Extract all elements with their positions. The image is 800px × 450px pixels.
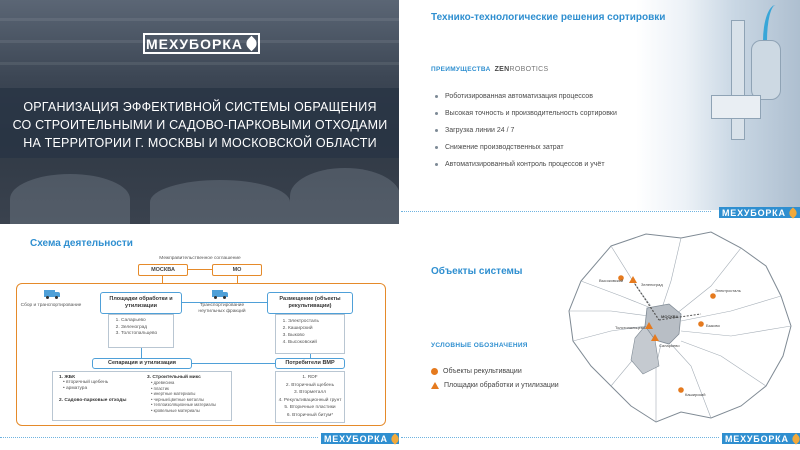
list-item: • черные/цветные металлы [151,396,204,402]
reclamation-marker-kashirsky [678,387,684,393]
leaf-icon [244,36,260,52]
list-item-text: RDF [307,375,318,380]
map-label: Саларьево [659,343,680,348]
title-line: ОРГАНИЗАЦИЯ ЭФФЕКТИВНОЙ СИСТЕМЫ ОБРАЩЕНИЯ [23,100,377,114]
list-item: • древесина [151,380,175,385]
robot-arm-part [711,95,761,119]
slide-heading: Объекты системы [431,266,523,277]
shelf-line [0,62,399,65]
list-item: 3. Быково [288,332,344,339]
list-item-text: кровельные материалы [153,407,200,413]
separation-left-col [59,375,137,404]
map-label: МОСКВА [661,314,679,319]
brand-logo [722,433,800,444]
list-item-text: Загрузка линии 24 / 7 [445,127,515,134]
connector-line [188,269,212,270]
consumers-items [276,374,344,420]
list-item-text: черные/цветные металлы [153,396,204,402]
slide-title [0,0,399,224]
separation-right-col [147,375,231,414]
list-item-text: Снижение производственных затрат [445,144,564,151]
list-item: 4. Рекультивационный грунт [278,397,342,403]
bullet-icon [435,129,438,132]
list-item-text: Вторметалл [299,390,327,396]
list-item-text: арматура [66,386,88,391]
list-item-text: Рекультивационный грунт [283,397,342,403]
list-item: 1. RDF [302,375,318,380]
slide-objects [401,226,800,450]
list-item [435,126,617,143]
bullet-icon [435,146,438,149]
bullet-icon [435,163,438,166]
brand-logo [719,207,800,218]
subheading: 2. Садово-парковые отходы [59,398,127,403]
list-item-text: Роботизированная автоматизация процессов [445,93,593,100]
waste-pile [290,168,399,224]
list-item: 6. Вторичный битум* [286,412,334,418]
agreement-label: Межправительственное соглашение [159,256,241,261]
connector-line [192,363,275,364]
list-item [435,92,617,109]
separation-details [52,371,232,421]
footer-dotted-line [401,437,719,439]
advantages-list [435,92,617,177]
brand-logo-text: МЕХУБОРКА [146,35,243,52]
list-item-text: Вторичные пластики [289,405,336,411]
zenrobotics-logo [495,66,549,73]
list-item [435,143,617,160]
legend-item-processing [431,382,559,389]
list-item: 2. Вторичный щебень [285,382,335,388]
list-item: • кровельные материалы [151,407,200,413]
brand-logo [143,33,260,54]
placement-node: Размещение (объекты рекультивации) [267,292,353,314]
slide-heading: Технико-технологические решения сортировки [431,12,666,23]
moscow-box: МОСКВА [138,264,188,276]
list-item: 2. Зеленоград [121,325,173,332]
leaf-icon [389,433,399,444]
waste-pile [150,180,290,224]
legend-item-reclamation [431,368,522,375]
brand-logo-text: МЕХУБОРКА [725,433,789,444]
legend-label: Объекты рекультивации [443,368,522,375]
map-label: Электросталь [715,288,741,293]
legend-label: Площадки обработки и утилизации [444,382,559,389]
placement-list [275,314,345,354]
list-item: 3. Толстопальцево [121,331,173,338]
title-line: НА ТЕРРИТОРИИ Г. МОСКВЫ И МОСКОВСКОЙ ОБЛАСТИ [23,136,377,150]
list-item-text: Высокая точность и производительность сортировки [445,110,617,117]
consumers-list [275,371,345,423]
robot-arm-part [751,40,781,100]
brand-logo [321,433,399,444]
map-label: Высоковский [599,278,624,283]
partner-logo-part: ZEN [494,66,510,73]
list-item: • теплоизоляционные материалы [151,402,217,408]
advantages-heading [431,66,548,73]
brand-logo-text: МЕХУБОРКА [324,433,388,444]
subheading: 3. Строительный микс [147,375,201,380]
panel-divider [399,0,401,450]
map-label: Каширский [685,392,706,397]
legend-title: УСЛОВНЫЕ ОБОЗНАЧЕНИЯ [431,342,528,349]
triangle-marker-icon [431,382,439,389]
shelf-line [0,18,399,21]
list-item: • арматура [63,386,88,391]
leaf-icon [790,433,800,444]
moscow-region-map [551,226,800,436]
connector-line [141,348,142,358]
list-item-text: Автоматизированный контроль процессов и учёт [445,161,605,168]
list-item-text: вторичный щебень [66,380,109,385]
consumers-node: Потребители ВМР [275,358,345,369]
list-item: 3. Вторметалл [293,390,327,396]
list-item-text: пластик [153,385,169,391]
separation-node: Сепарация и утилизация [92,358,192,369]
list-item: 2. Каширский [288,325,344,332]
transport-label: Транспортирование неутильных фракций [198,303,246,314]
map-label: Толстопальцево [615,325,646,330]
list-item: 1. Саларьево [121,318,173,325]
collect-label: Сбор и транспортирование [20,303,82,308]
list-item [435,160,617,177]
list-item-text: Вторичный битум* [292,412,334,418]
waste-pile [10,174,130,224]
mo-box: МО [212,264,262,276]
slide-sorting-tech [401,0,800,224]
robot-arm-part [731,20,745,140]
slide-scheme [0,226,399,450]
slide-heading: Схема деятельности [30,238,133,249]
truck-icon [44,290,61,299]
list-item: • инертные материалы [151,391,196,397]
advantages-label: ПРЕИМУЩЕСТВА [431,66,491,73]
connector-line [237,276,238,283]
bullet-icon [435,112,438,115]
bullet-icon [435,95,438,98]
partner-logo-part: ROBOTICS [509,66,549,73]
truck-icon [212,290,229,299]
subheading: 1. ЖБК [59,375,76,380]
list-item: 5. Вторичные пластики [284,405,336,411]
processing-sites-node: Площадки обработки и утилизации [100,292,182,314]
list-item-text: теплоизоляционные материалы [153,402,217,408]
map-label: Зеленоград [641,282,663,287]
reclamation-marker-bykovo [698,321,704,327]
list-item-text: Вторичный щебень [291,382,335,388]
circle-marker-icon [431,368,438,375]
brand-logo-text: МЕХУБОРКА [722,207,786,218]
list-item: 1. Электросталь [288,318,344,325]
map-label: Быково [706,323,720,328]
slide-title-text [10,98,390,152]
connector-line [182,302,267,303]
reclamation-marker-elektrostal [710,293,716,299]
processing-sites-list [108,314,174,348]
list-item: 4. Высоковский [288,339,344,346]
list-item-text: инертные материалы [153,391,196,397]
list-item [435,109,617,126]
list-item-text: древесина [153,380,175,385]
footer-dotted-line [401,211,711,213]
footer-dotted-line [0,437,318,439]
list-item: • пластик [151,385,169,391]
title-line: СО СТРОИТЕЛЬНЫМИ И САДОВО-ПАРКОВЫМИ ОТХОДАМИ [12,118,388,132]
list-item: • вторичный щебень [63,380,109,385]
leaf-icon [787,207,798,218]
connector-line [162,276,163,283]
